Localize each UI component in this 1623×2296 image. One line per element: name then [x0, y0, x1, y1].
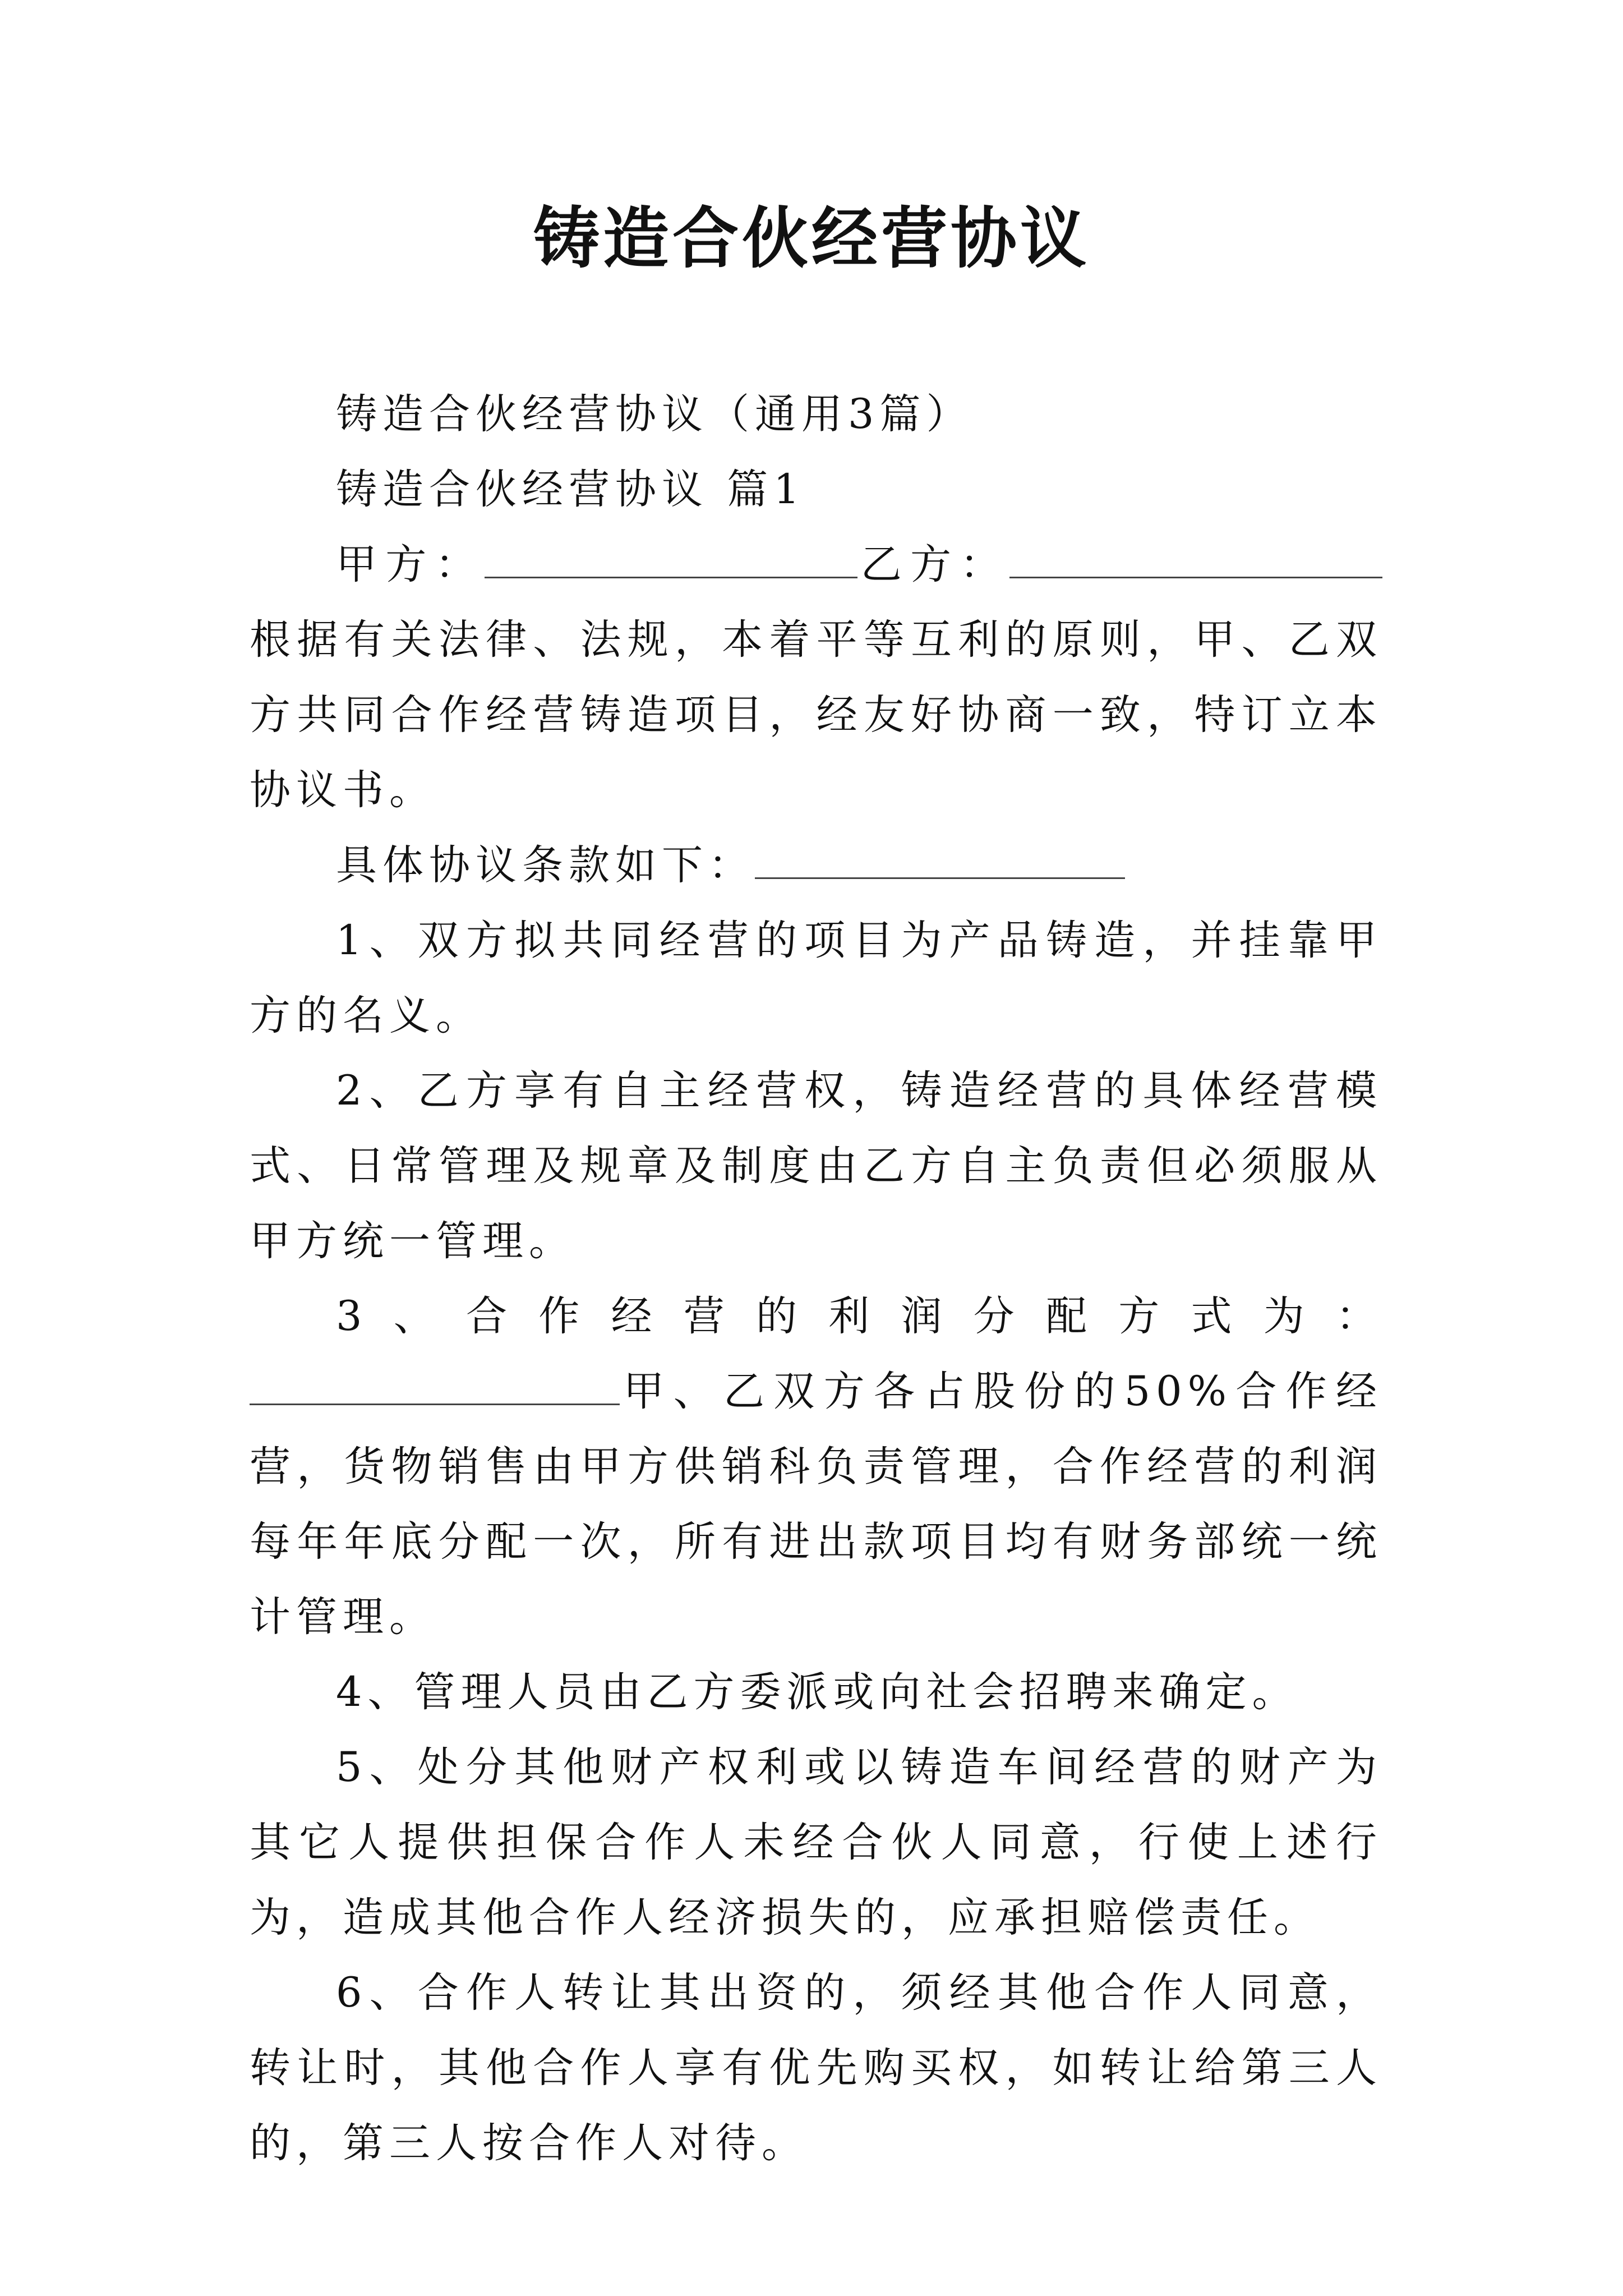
clause-5: 5、处分其他财产权利或以铸造车间经营的财产为其它人提供担保合作人未经合伙人同意，行使上述行为，造成其他合作人经济损失的，应承担赔偿责任。	[250, 1743, 1382, 1941]
clause-6: 6、合作人转让其出资的，须经其他合作人同意，转让时，其他合作人享有优先购买权，如转让给第三人的，第三人按合作人对待。	[250, 1969, 1382, 2167]
party-b-label: 乙方：	[857, 541, 1010, 588]
clause-3-before: 3、合作经营的利润分配方式为：	[336, 1292, 1382, 1340]
party-a-blank	[485, 537, 857, 578]
clause-3-after: 甲、乙双方各占股份的50%合作经营，货物销售由甲方供销科负责管理，合作经营的利润每年年底分配一次，所有进出款项目均有财务部统一统计管理。	[250, 1368, 1382, 1641]
profit-blank	[250, 1364, 620, 1405]
section-heading: 铸造合伙经营协议 篇1	[336, 466, 805, 513]
document-body	[250, 377, 1382, 2181]
terms-intro-paragraph	[250, 828, 1382, 903]
party-b-blank	[1009, 537, 1382, 578]
document-title: 铸造合伙经营协议	[533, 199, 1090, 277]
clause-2: 2、乙方享有自主经营权，铸造经营的具体经营模式、日常管理及规章及制度由乙方自主负责但必须服从甲方统一管理。	[250, 1067, 1382, 1265]
clause-3	[250, 1279, 1382, 1655]
terms-intro: 具体协议条款如下：	[336, 841, 755, 889]
subtitle: 铸造合伙经营协议（通用3篇）	[336, 390, 973, 438]
intro-text: 根据有关法律、法规，本着平等互利的原则，甲、乙双方共同合作经营铸造项目，经友好协商一致，特订立本协议书。	[250, 616, 1382, 814]
clause-4: 4、管理人员由乙方委派或向社会招聘来确定。	[336, 1668, 1299, 1716]
party-a-label: 甲方：	[336, 541, 485, 588]
parties-paragraph	[250, 527, 1382, 828]
clause-1: 1、双方拟共同经营的项目为产品铸造，并挂靠甲方的名义。	[250, 917, 1382, 1039]
terms-blank	[755, 838, 1125, 879]
